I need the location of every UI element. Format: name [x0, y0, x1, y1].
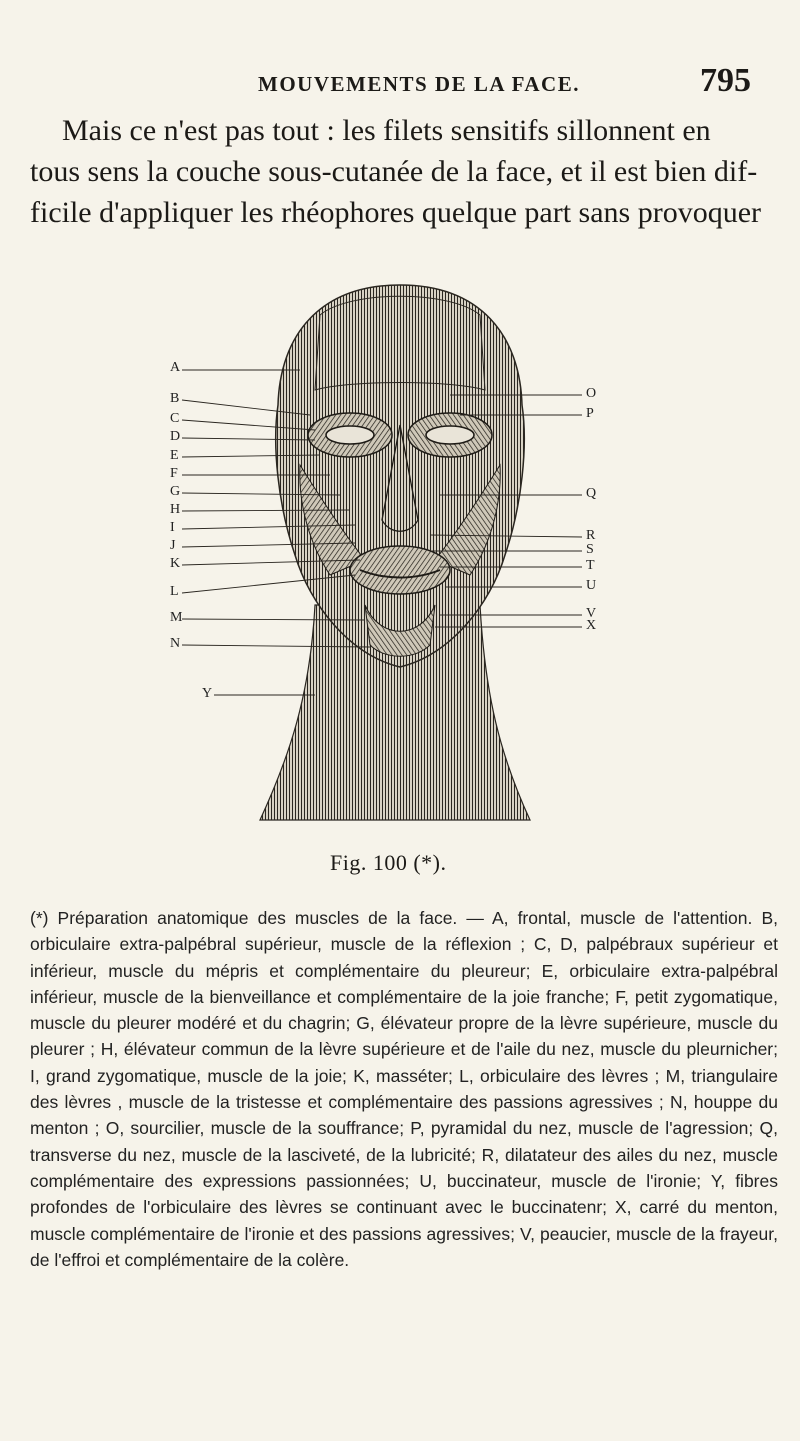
body-line: tous sens la couche sous-cutanée de la face, et il est bien dif-	[30, 155, 758, 188]
body-paragraph	[30, 110, 775, 233]
figure-label-q: Q	[586, 486, 597, 501]
figure-label-h: H	[170, 502, 181, 517]
figure-label-n: N	[170, 636, 181, 651]
page-number: 795	[700, 62, 751, 99]
body-line: ficile d'appliquer les rhéophores quelque part sans provoquer	[30, 196, 762, 229]
figure-label-y: Y	[202, 686, 213, 701]
figure-label-k: K	[170, 556, 181, 571]
figure-label-c: C	[170, 411, 180, 426]
figure-label-v: V	[586, 606, 597, 621]
figure-label-u: U	[586, 578, 597, 593]
figure-label-f: F	[170, 466, 178, 481]
figure-label-p: P	[586, 406, 594, 421]
figure-label-b: B	[170, 391, 180, 406]
anatomical-figure	[150, 275, 670, 835]
figure-label-i: I	[170, 520, 175, 535]
figure-label-g: G	[170, 484, 181, 499]
footnote-mark: (*)	[30, 908, 49, 928]
figure-label-e: E	[170, 448, 179, 463]
figure-label-a: A	[170, 360, 181, 375]
left-eye	[326, 426, 374, 444]
figure-label-o: O	[586, 386, 597, 401]
figure-label-m: M	[170, 610, 183, 625]
footnote-text: Préparation anatomique des muscles de la face. — A, frontal, muscle de l'attention. B, orbiculaire extra-palpébral supérieur, muscle de la réflexion ; C, D, palpébraux supérieur et inférieur, muscle du mépris et complémentaire du pleureur; E, orbiculaire extra-palpébral inférieur, muscle de la bienveillance et complémentaire de la joie franche; F, petit zygomatique, muscle du pleurer modéré et du chagrin; G, élévateur propre de la lèvre supérieure, muscle du pleurer ; H, élévateur commun de la lèvre supérieure et de l'aile du nez, muscle du pleurnicher; I, grand zygomatique, muscle de la joie; K, masséter; L, orbiculaire des lèvres ; M, triangulaire des lèvres , muscle de la tristesse et complémentaire des passions agressives ; N, houppe du menton ; O, sourcilier, muscle de la souffrance; P, pyramidal du nez, muscle de l'agression; Q, transverse du nez, muscle de la lasciveté, de la lubricité; R, dilatateur des ailes du nez, muscle complémentaire des expressions passionnées; U, buccinateur, muscle de l'ironie; Y, fibres profondes de l'orbiculaire des lèvres se continuant avec le buccinatenr; X, carré du menton, muscle complémentaire de l'ironie et des passions agressives; V, peaucier, muscle de la frayeur, de l'effroi et complémentaire de la colère.	[30, 908, 778, 1270]
footnote	[30, 905, 778, 1273]
figure-caption: Fig. 100 (*).	[330, 850, 447, 875]
figure-label-j: J	[170, 538, 176, 553]
figure-label-s: S	[586, 542, 594, 557]
page-header	[0, 62, 800, 102]
right-eye	[426, 426, 474, 444]
frontal-muscle	[315, 296, 485, 390]
figure-label-t: T	[586, 558, 595, 573]
figure-label-d: D	[170, 429, 181, 444]
running-title: MOUVEMENTS DE LA FACE.	[258, 72, 580, 96]
figure-label-l: L	[170, 584, 179, 599]
orbicularis-lips	[350, 546, 450, 594]
figure-label-x: X	[586, 618, 597, 633]
figure-label-r: R	[586, 528, 596, 543]
body-line: Mais ce n'est pas tout : les filets sensitifs sillonnent en	[62, 114, 711, 147]
